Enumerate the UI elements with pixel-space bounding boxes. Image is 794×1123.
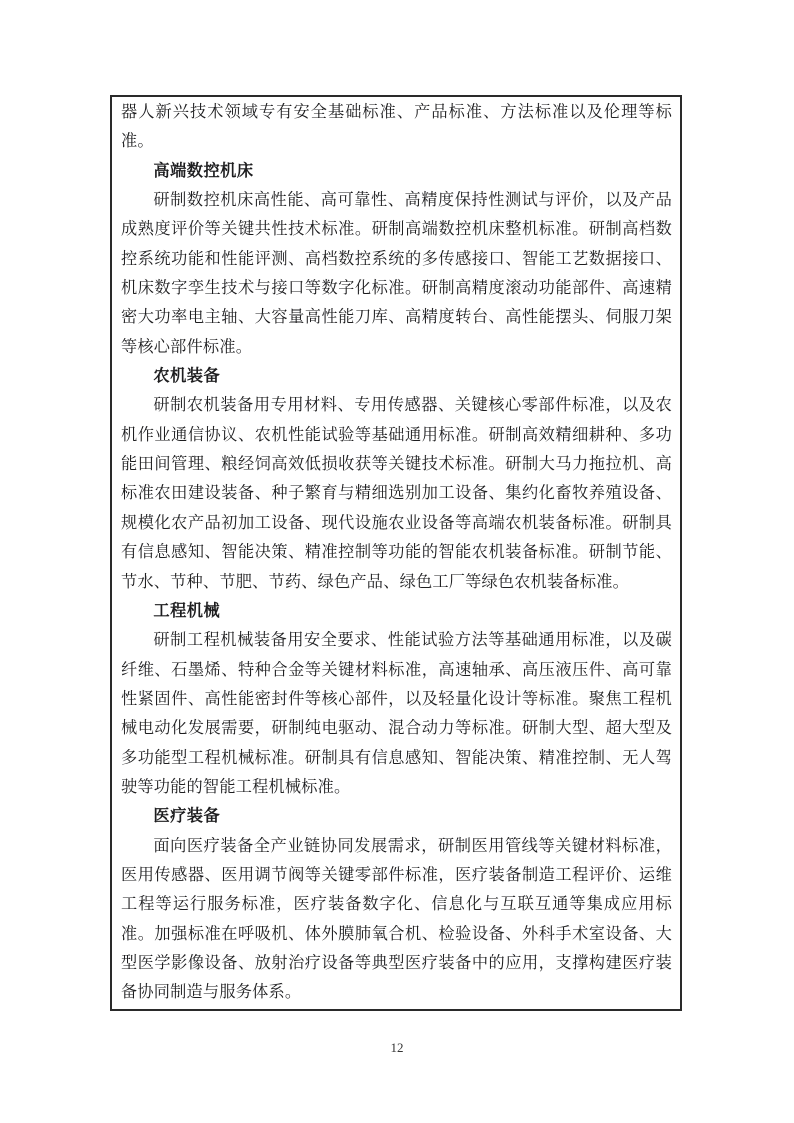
section-heading	[121, 1008, 672, 1011]
section-paragraph: 研制工程机械装备用安全要求、性能试验方法等基础通用标准，以及碳纤维、石墨烯、特种合金等关键材料标准，高速轴承、高压液压件、高可靠性紧固件、高性能密封件等核心部件，以及轻量化设计等标准。聚焦工程机械电动化发展需要，研制纯电驱动、混合动力等标准。研制大型、超大型及多功能型工程机械标准。研制具有信息感知、智能决策、精准控制、无人驾驶等功能的智能工程机械标准。	[121, 631, 672, 796]
section-heading: 高端数控机床	[153, 161, 254, 180]
section-paragraph: 研制农机装备用专用材料、专用传感器、关键核心零部件标准，以及农机作业通信协议、农机性能试验等基础通用标准。研制高效精细耕种、多功能田间管理、粮经饲高效低损收获等关键技术标准。研制大马力拖拉机、高标准农田建设装备、种子繁育与精细选别加工设备、集约化畜牧养殖设备、规模化农产品初加工设备、现代设施农业设备等高端农机装备标准。研制具有信息感知、智能决策、精准控制等功能的智能农机装备标准。研制节能、节水、节种、节肥、节药、绿色产品、绿色工厂等绿色农机装备标准。	[121, 396, 672, 591]
continuation-paragraph: 器人新兴技术领域专有安全基础标准、产品标准、方法标准以及伦理等标准。	[121, 103, 672, 151]
sections-container	[121, 157, 672, 1011]
page-footer	[0, 1040, 794, 1056]
section-heading: 工程机械	[153, 601, 221, 620]
section-heading: 农机装备	[153, 367, 221, 386]
section-heading: 医疗装备	[153, 807, 221, 826]
page-number: 12	[390, 1040, 404, 1055]
section-paragraph: 面向医疗装备全产业链协同发展需求，研制医用管线等关键材料标准，医用传感器、医用调节阀等关键零部件标准，医疗装备制造工程评价、运维工程等运行服务标准，医疗装备数字化、信息化与互联互通等集成应用标准。加强标准在呼吸机、体外膜肺氧合机、检验设备、外科手术室设备、大型医学影像设备、放射治疗设备等典型医疗装备中的应用，支撑构建医疗装备协同制造与服务体系。	[121, 836, 672, 1002]
section-paragraph: 研制数控机床高性能、高可靠性、高精度保持性测试与评价，以及产品成熟度评价等关键共性技术标准。研制高端数控机床整机标准。研制高档数控系统功能和性能评测、高档数控系统的多传感接口、智能工艺数据接口、机床数字孪生技术与接口等数字化标准。研制高精度滚动功能部件、高速精密大功率电主轴、大容量高性能刀库、高精度转台、高性能摆头、伺服刀架等核心部件标准。	[121, 191, 672, 356]
document-body	[121, 98, 672, 1011]
content-border-box	[110, 95, 682, 1011]
